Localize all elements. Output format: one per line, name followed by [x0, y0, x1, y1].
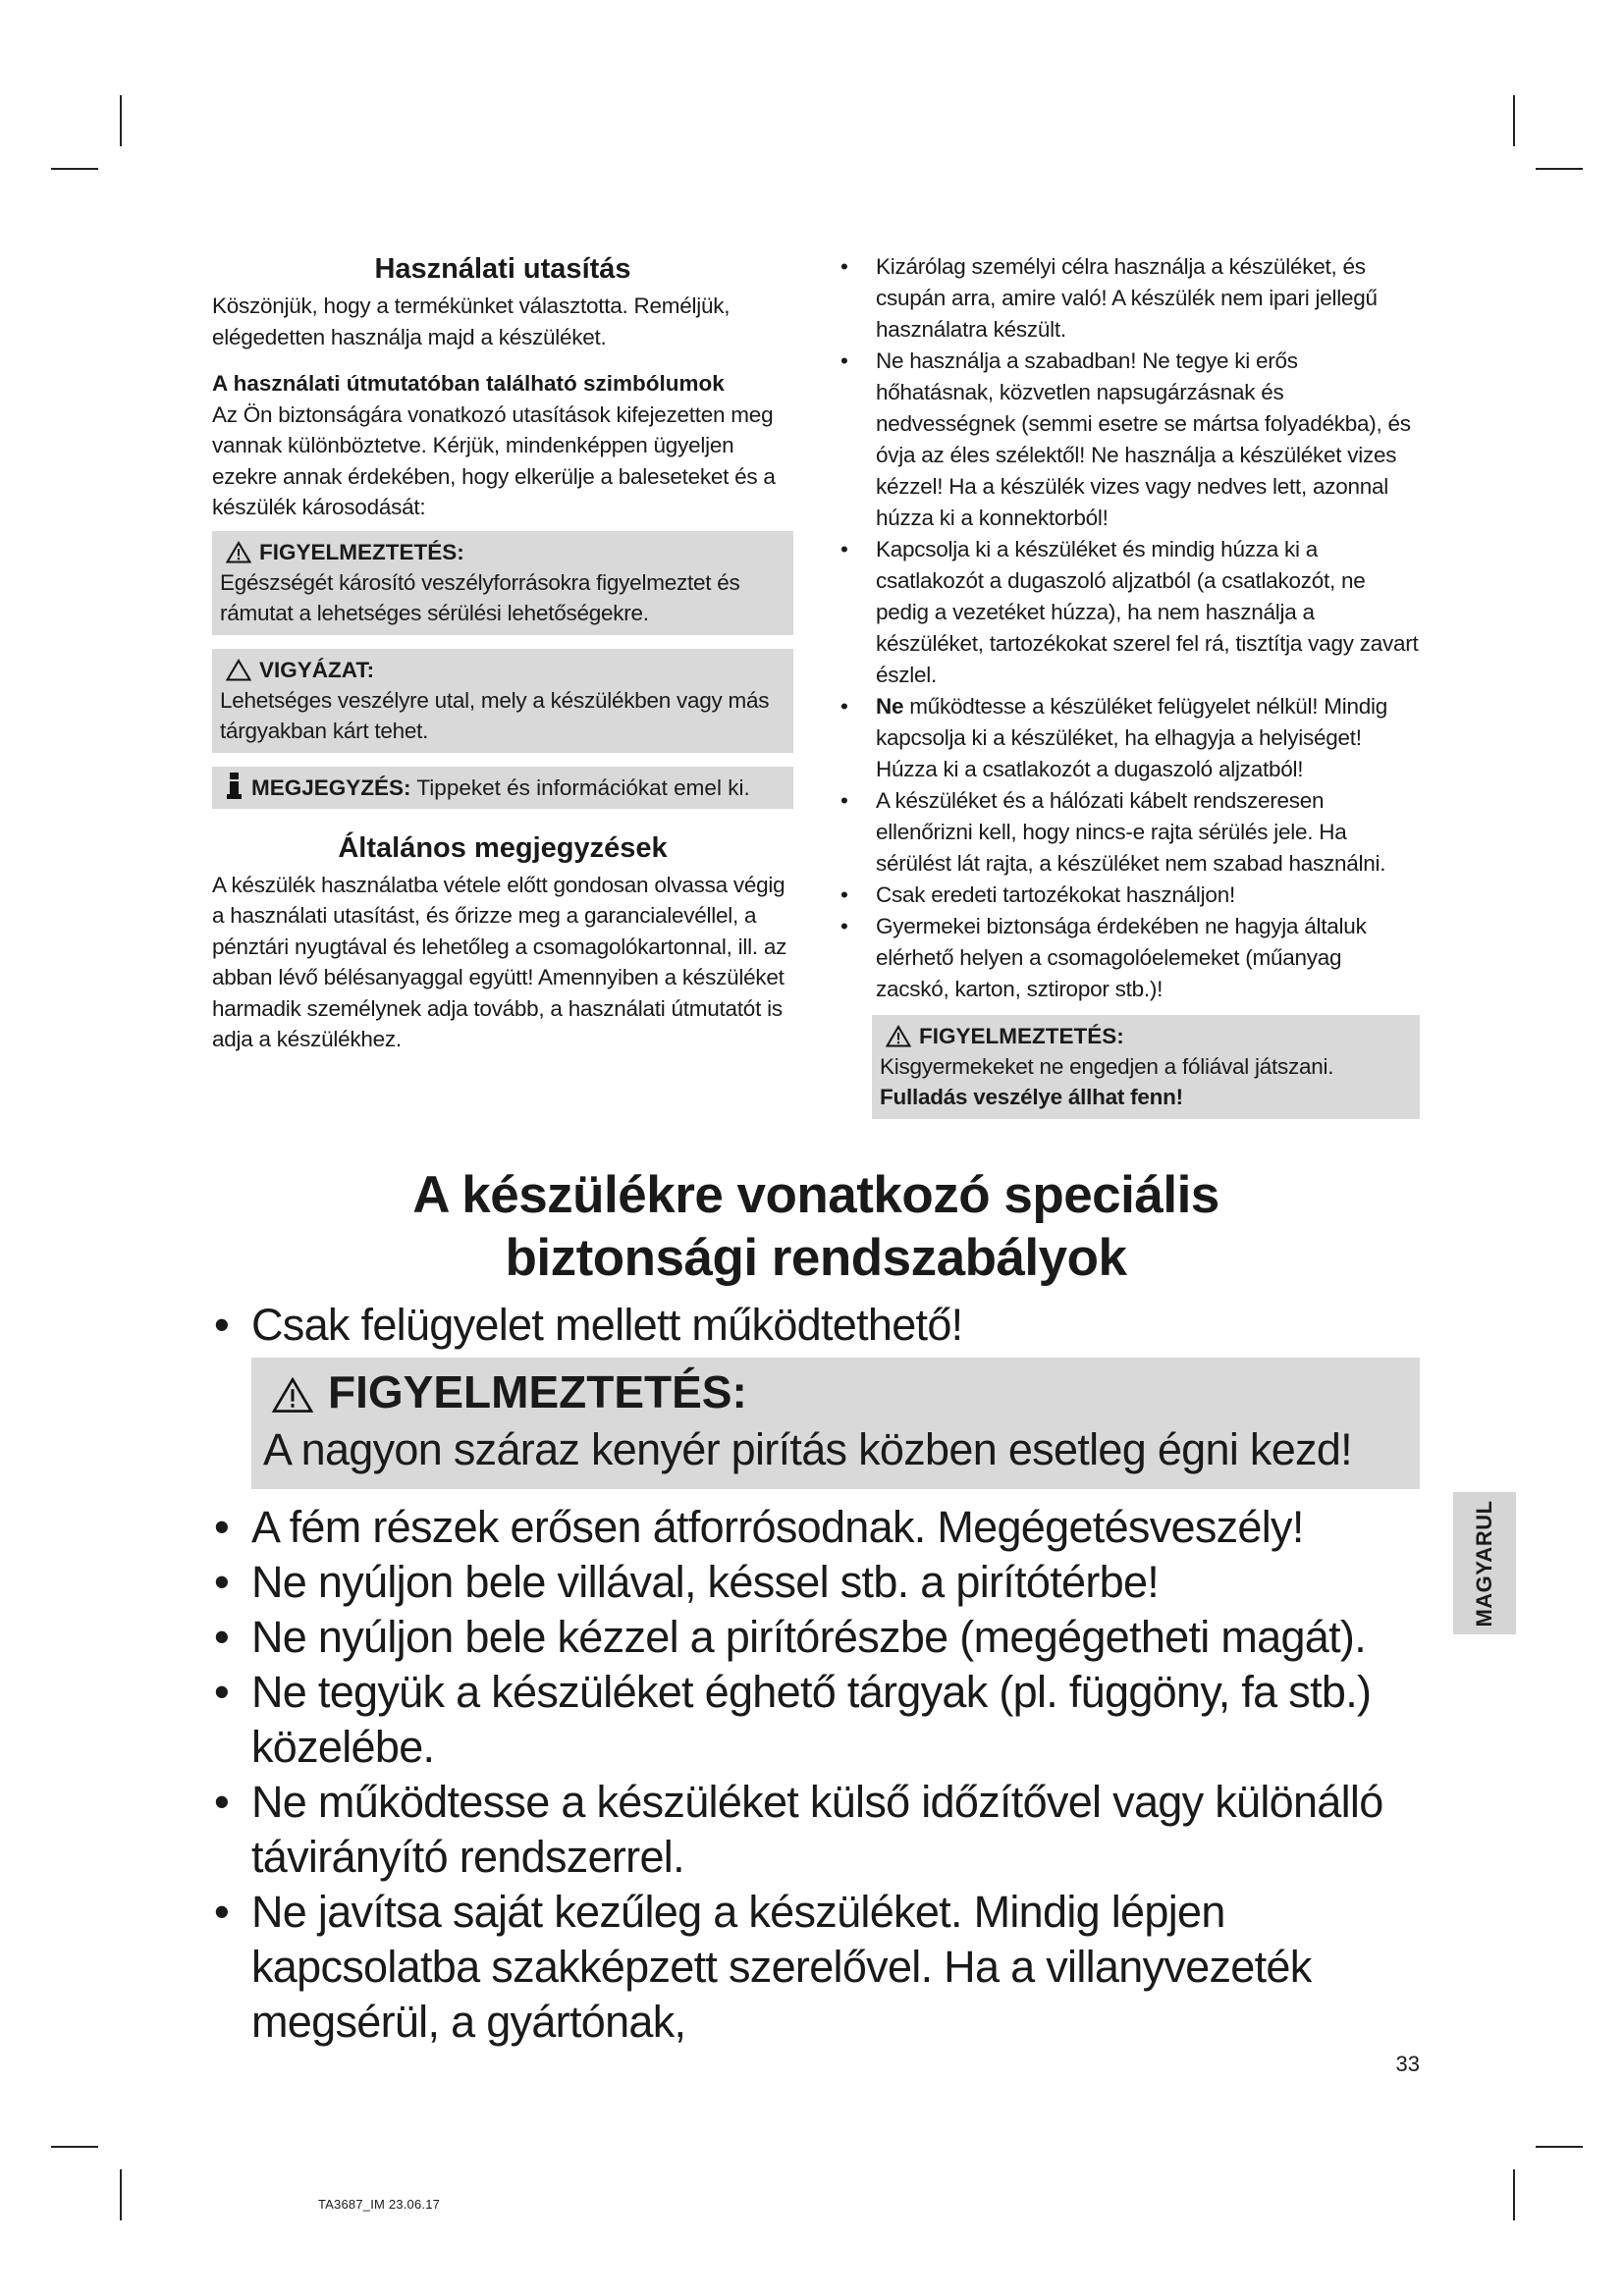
intro-text: Köszönjük, hogy a termékünket választotta. Reméljük, elégedetten használja majd a készüléket. [212, 294, 731, 349]
crop-mark [51, 2146, 98, 2148]
packaging-warning-box [872, 1015, 1420, 1119]
caution-title: VIGYÁZAT: [259, 657, 375, 682]
caution-triangle-icon [226, 659, 251, 681]
list-item: • Kizárólag személyi célra használja a készüléket, és csupán arra, amire való! A készülék nem ipari jellegű használatra készült. [840, 254, 1378, 342]
bread-warning-title: FIGYELMEZTETÉS: [328, 1366, 747, 1417]
special-bullet-list [212, 1500, 1430, 2050]
footer-code: TA3687_IM 23.06.17 [318, 2197, 441, 2212]
symbols-heading: A használati útmutatóban található szimbólumok [212, 371, 725, 396]
warning-triangle-icon [226, 541, 251, 563]
warning-box [212, 531, 793, 635]
page-number: 33 [1395, 2052, 1420, 2076]
list-item: • Ne nyúljon bele villával, késsel stb. a pirítótérbe! [214, 1557, 1160, 1607]
symbols-text: Az Ön biztonságára vonatkozó utasítások kifejezetten meg vannak különböztetve. Kérjük, mindenképpen ügyeljen ezekre annak érdekében, hogy elkerülje a baleseteket és a készülék károsodását: [212, 401, 776, 519]
manual-title: Használati utasítás [374, 253, 631, 285]
list-item: • Kapcsolja ki a készüléket és mindig húzza ki a csatlakozót a dugaszoló aljzatból (a csatlakozót, ne pedig a vezetéket húzza), ha nem használja a készüléket, tartozékokat szerel fel rá, tisztítja vagy zavart észlel. [840, 537, 1419, 687]
warning-triangle-icon [271, 1376, 314, 1414]
list-item: • A készüléket és a hálózati kábelt rendszeresen ellenőrizni kell, hogy nincs-e rajta sérülés jele. Ha sérülést lát rajta, a készüléket nem szabad használni. [840, 788, 1386, 876]
safety-bullet-list [837, 251, 1420, 1005]
list-item: • A fém részek erősen átforrósodnak. Megégetésveszély! [214, 1502, 1304, 1552]
special-safety-title: A készülékre vonatkozó speciális biztonsági rendszabályok [412, 1166, 1219, 1287]
packaging-warning-title: FIGYELMEZTETÉS: [919, 1024, 1124, 1048]
crop-mark [1513, 2169, 1515, 2220]
crop-mark [1536, 168, 1583, 170]
list-item: • Ne működtesse a készüléket külső időzítővel vagy különálló távirányító rendszerrel. [214, 1777, 1383, 1882]
language-tab-label: MAGYARUL [1472, 1499, 1496, 1628]
info-icon [226, 773, 242, 800]
warning-text: Egészségét károsító veszélyforrásokra figyelmeztet és rámutat a lehetséges sérülési lehetőségekre. [220, 569, 740, 625]
note-label: MEGJEGYZÉS: [251, 774, 411, 800]
language-tab [1453, 1492, 1516, 1634]
bread-warning-box [251, 1358, 1420, 1489]
crop-mark [120, 95, 122, 146]
packaging-warning-line2: Fulladás veszélye állhat fenn! [880, 1085, 1183, 1109]
crop-mark [120, 2169, 122, 2220]
caution-text: Lehetséges veszélyre utal, mely a készülékben vagy más tárgyakban kárt tehet. [220, 687, 770, 743]
right-column [837, 251, 1420, 1119]
list-item: • Ne működtesse a készüléket felügyelet nélkül! Mindig kapcsolja ki a készüléket, ha elhagyja a helyiséget! Húzza ki a csatlakozót a dugaszoló aljzatból! [840, 694, 1388, 781]
list-item: • Ne tegyük a készüléket éghető tárgyak (pl. függöny, fa stb.) közelébe. [214, 1667, 1372, 1772]
crop-mark [1513, 95, 1515, 146]
general-text: A készülék használatba vétele előtt gondosan olvassa végig a használati utasítást, és őrizze meg a garancialevéllel, a pénztári nyugtával és lehetőleg a csomagolókartonnal, ill. az abban lévő bélésanyaggal együtt! Amennyiben a készüléket harmadik személynek adja tovább, a használati útmutatót is adja a készülékhez. [212, 872, 787, 1051]
general-title: Általános megjegyzések [338, 831, 668, 864]
list-item: • Ne használja a szabadban! Ne tegye ki erős hőhatásnak, közvetlen napsugárzásnak és nedvességnek (semmi esetre se mártsa folyadékba), és óvja az éles szélektől! Ne használja a készüléket vizes kézzel! Ha a készülék vizes vagy nedves lett, azonnal húzza ki a konnektorból! [840, 348, 1411, 530]
bread-warning-text: A nagyon száraz kenyér pirítás közben esetleg égni kezd! [263, 1424, 1352, 1474]
crop-mark [1536, 2146, 1583, 2148]
list-item: • Csak eredeti tartozékokat használjon! [840, 882, 1235, 907]
list-item: • Gyermekei biztonsága érdekében ne hagyja általuk elérhető helyen a csomagolóelemeket (műanyag zacskó, karton, sztiropor stb.)! [840, 914, 1367, 1001]
crop-mark [51, 168, 98, 170]
note-text: Tippeket és információkat emel ki. [410, 774, 750, 800]
list-item: • Ne javítsa saját kezűleg a készüléket. Mindig lépjen kapcsolatba szakképzett szerelővel. Ha a villanyvezeték megsérül, a gyártónak, [214, 1887, 1312, 2047]
warning-triangle-icon [886, 1025, 911, 1047]
special-first-bullet [212, 1298, 1430, 1353]
warning-title: FIGYELMEZTETÉS: [259, 539, 464, 564]
note-box [212, 767, 793, 809]
caution-box [212, 649, 793, 753]
list-item: • Ne nyúljon bele kézzel a pirítórészbe (megégetheti magát). [214, 1612, 1367, 1662]
list-item: • Csak felügyelet mellett működtethető! [214, 1300, 963, 1350]
packaging-warning-line1: Kisgyermekeket ne engedjen a fóliával játszani. [880, 1054, 1334, 1079]
left-column [212, 251, 793, 1055]
